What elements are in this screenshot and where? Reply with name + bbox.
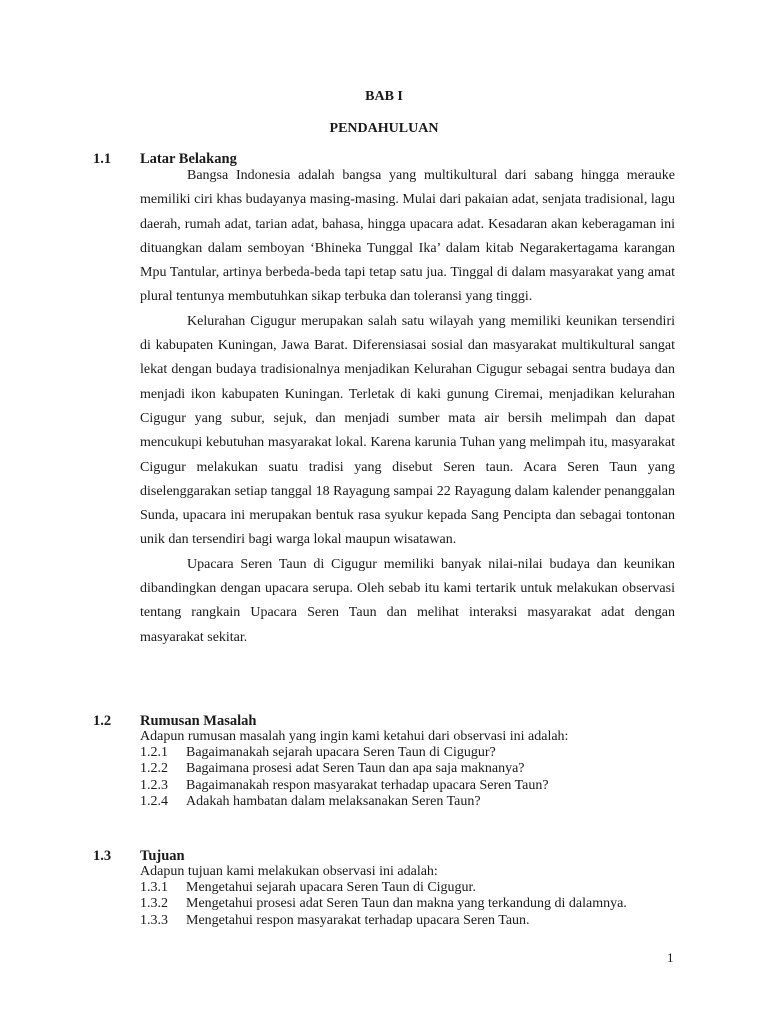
section-1-2-heading <box>93 713 256 729</box>
section-1-2-body <box>140 729 675 810</box>
list-item <box>140 745 675 761</box>
section-1-3-heading <box>93 848 185 864</box>
item-number: 1.2.4 <box>140 793 168 809</box>
list-item <box>140 896 675 912</box>
chapter-heading: BAB I <box>365 89 403 104</box>
list-item <box>140 778 675 794</box>
item-text: Bagaimana prosesi adat Seren Taun dan apa saja maknanya? <box>186 761 525 777</box>
section-1-3-body <box>140 864 675 929</box>
item-text: Adakah hambatan dalam melaksanakan Seren Taun? <box>186 793 481 809</box>
item-number: 1.2.1 <box>140 745 168 761</box>
list-item <box>140 761 675 777</box>
section-intro: Adapun rumusan masalah yang ingin kami ketahui dari observasi ini adalah: <box>140 729 569 744</box>
item-number: 1.3.2 <box>140 896 168 912</box>
list-item <box>140 794 675 810</box>
section-title: Latar Belakang <box>140 151 237 167</box>
list-item <box>140 913 675 929</box>
item-text: Mengetahui sejarah upacara Seren Taun di Cigugur. <box>186 880 476 896</box>
section-number: 1.3 <box>93 848 112 864</box>
page-number: 1 <box>667 950 674 965</box>
section-number: 1.2 <box>93 713 112 729</box>
item-text: Mengetahui respon masyarakat terhadap upacara Seren Taun. <box>186 912 530 928</box>
item-text: Bagaimanakah respon masyarakat terhadap upacara Seren Taun? <box>186 777 549 793</box>
section-number: 1.1 <box>93 151 112 167</box>
item-number: 1.2.3 <box>140 777 168 793</box>
section-intro: Adapun tujuan kami melakukan observasi ini adalah: <box>140 864 438 879</box>
chapter-title: PENDAHULUAN <box>329 121 439 136</box>
item-text: Bagaimanakah sejarah upacara Seren Taun di Cigugur? <box>186 745 496 761</box>
paragraph: Bangsa Indonesia adalah bangsa yang multikultural dari sabang hingga merauke memiliki ciri khas budayanya masing-masing. Mulai dari pakaian adat, senjata tradisional, lagu daerah, rumah adat, tarian adat, bahasa, hingga upacara adat. Kesadaran akan keberagaman ini dituangkan dalam semboyan ‘Bhineka Tunggal Ika’ dalam kitab Negarakertagama karangan Mpu Tantular, artinya berbeda-beda tapi tetap satu jua. Tinggal di dalam masyarakat yang amat plural tentunya membutuhkan sikap terbuka dan toleransi yang tinggi. <box>140 168 675 305</box>
item-number: 1.3.3 <box>140 912 168 928</box>
section-1-1-body <box>140 164 675 650</box>
item-number: 1.3.1 <box>140 880 168 896</box>
paragraph: Kelurahan Cigugur merupakan salah satu wilayah yang memiliki keunikan tersendiri di kabupaten Kuningan, Jawa Barat. Diferensiasai sosial dan masyarakat multikultural sangat lekat dengan budaya tradisionalnya menjadikan Kelurahan Cigugur sebagai sentra budaya dan menjadi ikon kabupaten Kuningan. Terletak di kaki gunung Ciremai, menjadikan kelurahan Cigugur yang subur, sejuk, dan menjadi sumber mata air bersih melimpah dan dapat mencukupi kebutuhan masyarakat lokal. Karena karunia Tuhan yang melimpah itu, masyarakat Cigugur melakukan suatu tradisi yang disebut Seren taun. Acara Seren Taun yang diselenggarakan setiap tanggal 18 Rayagung sampai 22 Rayagung dalam kalender penanggalan Sunda, upacara ini merupakan bentuk rasa syukur kepada Sang Pencipta dan sebagai tontonan unik dan tersendiri bagi warga lokal maupun wisatawan. <box>140 313 675 548</box>
section-title: Rumusan Masalah <box>140 713 257 729</box>
list-item <box>140 880 675 896</box>
paragraph: Upacara Seren Taun di Cigugur memiliki banyak nilai-nilai budaya dan keunikan dibandingkan dengan upacara serupa. Oleh sebab itu kami tertarik untuk melakukan observasi tentang rangkain Upacara Seren Taun dan melihat interaksi masyarakat adat dengan masyarakat sekitar. <box>140 556 675 645</box>
item-number: 1.2.2 <box>140 761 168 777</box>
item-text: Mengetahui prosesi adat Seren Taun dan makna yang terkandung di dalamnya. <box>186 896 627 912</box>
section-title: Tujuan <box>140 848 185 864</box>
